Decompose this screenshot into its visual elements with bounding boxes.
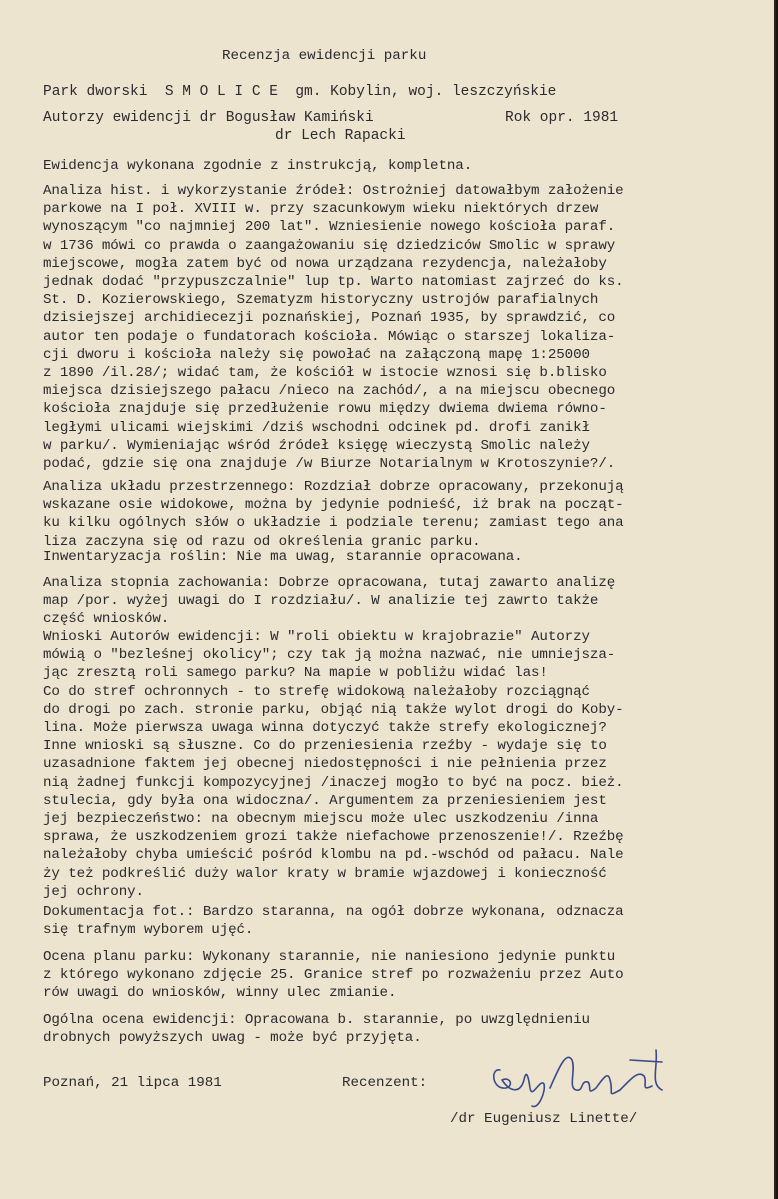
paragraph: Inwentaryzacja roślin: Nie ma uwag, starannie opracowana. — [43, 549, 523, 565]
paragraph: Ocena planu parku: Wykonany starannie, nie naniesiono jedynie punktu z którego wykonano zdjęcie 25. Granice stref po rozważeniu przez Auto rów uwagi do wniosków, winny ulec zmianie. — [43, 949, 624, 1002]
authors-line: Autorzy ewidencji dr Bogusław Kamiński — [43, 110, 374, 126]
reviewer-label: Recenzent: — [342, 1075, 428, 1091]
paragraph: Ewidencja wykonana zgodnie z instrukcją, kompletna. — [43, 158, 473, 174]
paragraph: Wnioski Autorów ewidencji: W "roli obiektu w krajobrazie" Autorzy mówią o "bezleśnej okolicy"; czy tak ją można nazwać, nie umniejsza- jąc zresztą roli samego parku? Na mapie w pobliżu widać las! Co do stref ochronnych - to strefę widokową należałoby rozciągnąć do drogi po zach. stronie parku, objąć nią także wylot drogi do Koby- lina. Może pierwsza uwaga winna dotyczyć także strefy ekologicznej? Inne wnioski są słuszne. Co do przeniesienia rzeźby - wydaje się to uzasadnione faktem jej obecnej niedostępności i nie pełnienia przez nią żadnej funkcji kompozycyjnej /inaczej mogło to być na pocz. bież. stulecia, gdy była ona widoczna/. Argumentem za przeniesieniem jest jej bezpieczeństwo: na obecnym miejscu może ulec uszkodzeniu /inna sprawa, że uszkodzeniem grozi także niefachowe przenoszenie!/. Rzeźbę należałoby chyba umieścić pośród klombu na pd.-wschód od pałacu. Nale ży też podkreślić duży walor kraty w bramie wjazdowej i konieczność jej ochrony. — [43, 629, 624, 900]
signature-date: Poznań, 21 lipca 1981 — [43, 1075, 222, 1091]
year-line: Rok opr. 1981 — [505, 110, 619, 126]
handwritten-signature — [480, 1040, 700, 1120]
paragraph: Analiza hist. i wykorzystanie źródeł: Ostrożniej datowałbym założenie parkowe na I poł. XVIII w. przy szacunkowym wieku niektórych drzew wynoszącym "co najmniej 200 lat". Wzniesienie nowego kościoła paraf. w 1736 mówi co prawda o zaangażowaniu się dziedziców Smolic w sprawy miejscowe, mogła zatem być od nowa urządzana rezydencja, należałoby jednak dodać "przypuszczalnie" lup tp. Warto natomiast zajrzeć do ks. St. D. Kozierowskiego, Szematyzm historyczny ustrojów parafialnych dzisiejszej archidiecezji poznańskiej, Poznań 1935, by sprawdzić, co autor ten podaje o fundatorach kościoła. Mówiąc o starszej lokaliza- cji dworu i kościoła należy się powołać na załączoną mapę 1:25000 z 1890 /il.28/; widać tam, że kościół w istocie wznosi się b.blisko miejsca dzisiejszego pałacu /nieco na zachód/, a na miejscu obecnego kościoła znajduje się przedłużenie rowu między dwiema dwiema równo- ległymi ulicami wiejskimi /dziś wschodni odcinek pd. drofi zanikł w parku/. Wymieniając wśród źródeł księgę wieczystą Smolic należy podać, gdzie się ona znajduje /w Biurze Notarialnym w Krotoszynie?/. — [43, 183, 624, 473]
park-line: Park dworski S M O L I C E gm. Kobylin, woj. leszczyńskie — [43, 84, 557, 100]
paragraph: Dokumentacja fot.: Bardzo staranna, na ogół dobrze wykonana, odznacza się trafnym wyborem ujęć. — [43, 904, 624, 939]
paragraph: Analiza układu przestrzennego: Rozdział dobrze opracowany, przekonują wskazane osie widokowe, można by jedynie podnieść, iż brak na począt- ku kilku ogólnych słów o układzie i podziale terenu; zamiast tego ana liza zaczyna się od razu od określenia granic parku. — [43, 479, 624, 550]
reviewer-name: /dr Eugeniusz Linette/ — [450, 1111, 638, 1127]
authors-line-2: dr Lech Rapacki — [275, 128, 406, 144]
document-title: Recenzja ewidencji parku — [222, 48, 427, 64]
paragraph: Ogólna ocena ewidencji: Opracowana b. starannie, po uwzględnieniu drobnych powyższych uwag - może być przyjęta. — [43, 1012, 590, 1047]
paragraph: Analiza stopnia zachowania: Dobrze opracowana, tutaj zawarto analizę map /por. wyżej uwagi do I rozdziału/. W analizie tej zawrto także część wniosków. — [43, 575, 616, 628]
